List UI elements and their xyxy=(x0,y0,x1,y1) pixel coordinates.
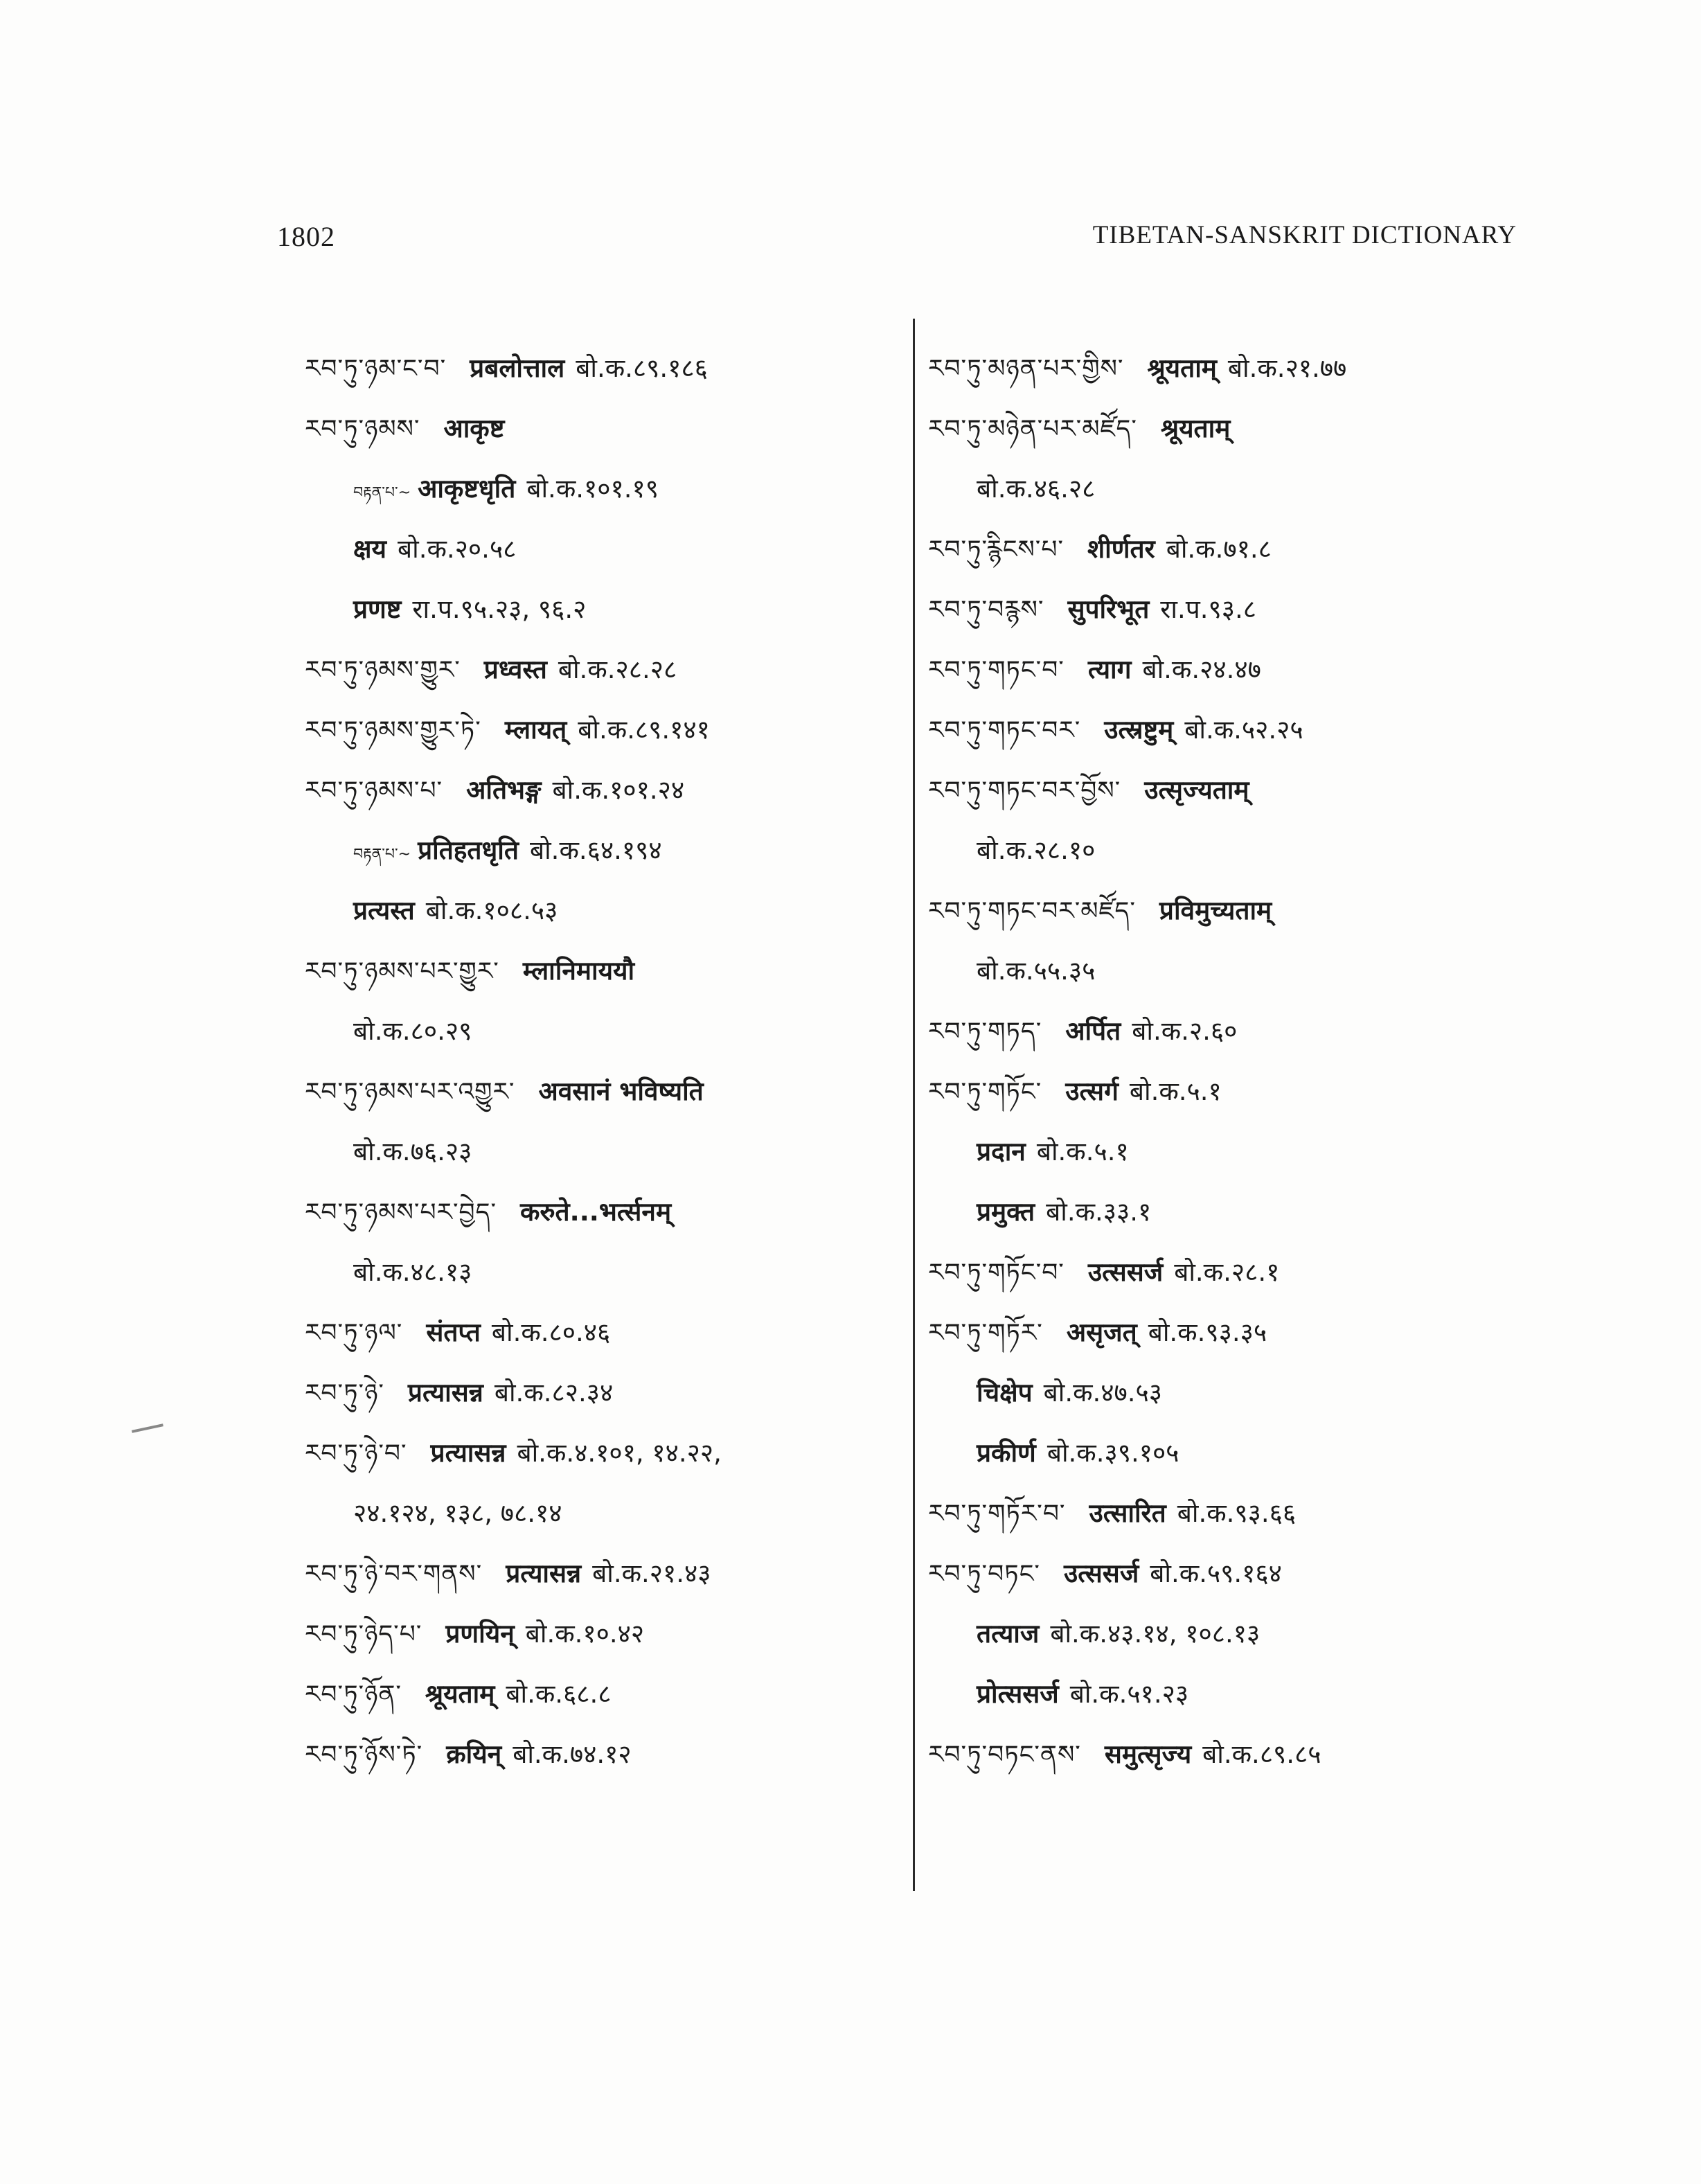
source-reference: बो.क.९३.३५ xyxy=(1148,1317,1267,1347)
dictionary-entry-line xyxy=(305,820,893,880)
tibetan-headword: རབ་ཏུ་ཉམས་པར་འགྱུར་ xyxy=(305,1078,515,1106)
sanskrit-equivalent: प्रत्यासन्न xyxy=(407,1378,483,1408)
tibetan-headword: རབ་ཏུ་གཏོང་ xyxy=(928,1078,1042,1106)
sanskrit-equivalent: उत्सारित xyxy=(1089,1498,1166,1528)
dictionary-entry-line xyxy=(928,1121,1524,1182)
tibetan-headword: རབ་ཏུ་ཉོན་ xyxy=(305,1680,402,1709)
source-reference: बो.क.१०८.५३ xyxy=(425,896,558,925)
tibetan-headword: རབ་ཏུ་ཉམས་པར་བྱེད་ xyxy=(305,1198,497,1227)
column-divider xyxy=(913,319,915,1891)
source-reference: बो.क.४.१०१, १४.२२, xyxy=(517,1438,722,1468)
source-reference: बो.क.७१.८ xyxy=(1166,534,1272,564)
source-reference: बो.क.८९.१८६ xyxy=(576,353,708,383)
sanskrit-equivalent: प्रणयिन् xyxy=(445,1619,515,1649)
dictionary-entry-line xyxy=(305,1543,893,1604)
dictionary-entry-line xyxy=(928,459,1524,519)
dictionary-entry-line xyxy=(305,941,893,1001)
sanskrit-equivalent: प्रदान xyxy=(977,1137,1026,1166)
source-reference: बो.क.८०.२९ xyxy=(353,1016,472,1046)
scan-speck xyxy=(132,1423,163,1432)
sanskrit-equivalent: शीर्णतर xyxy=(1087,534,1155,564)
sanskrit-equivalent: प्रोत्ससर्ज xyxy=(977,1679,1059,1709)
tibetan-headword: རབ་ཏུ་གཏང་བར་བྱོས་ xyxy=(928,776,1121,805)
sanskrit-equivalent: चिक्षेप xyxy=(977,1378,1033,1408)
sanskrit-equivalent: अवसानं भविष्यति xyxy=(538,1076,704,1106)
tibetan-headword: རབ་ཏུ་གཏོར་བ་ xyxy=(928,1500,1066,1528)
dictionary-entry-line xyxy=(305,1001,893,1061)
source-reference: बो.क.५१.२३ xyxy=(1069,1679,1189,1709)
source-reference: बो.क.८९.८५ xyxy=(1202,1739,1321,1769)
dictionary-entry-line xyxy=(305,338,893,398)
sanskrit-equivalent: करुते...भर्त्सनम् xyxy=(520,1197,672,1227)
sanskrit-equivalent: उत्स्रष्टुम् xyxy=(1104,715,1174,745)
sanskrit-equivalent: म्लायत् xyxy=(504,715,567,745)
dictionary-entry-line xyxy=(305,1724,893,1784)
dictionary-entry-line xyxy=(305,1182,893,1242)
sanskrit-equivalent: प्रत्यासन्न xyxy=(430,1438,506,1468)
right-column xyxy=(928,338,1524,1784)
dictionary-entry-line xyxy=(928,1543,1524,1604)
sanskrit-equivalent: आकृष्ट xyxy=(443,414,505,443)
source-reference: बो.क.६४.१९४ xyxy=(529,835,662,865)
dictionary-entry-line xyxy=(928,820,1524,880)
sanskrit-equivalent: प्रत्यस्त xyxy=(353,896,415,925)
source-reference: बो.क.३९.१०५ xyxy=(1047,1438,1179,1468)
source-reference: बो.क.५.१ xyxy=(1036,1137,1129,1166)
tibetan-headword: རབ་ཏུ་ཉེ་བ་ xyxy=(305,1439,407,1468)
source-reference: बो.क.८२.३४ xyxy=(494,1378,614,1408)
source-reference: बो.क.३३.१ xyxy=(1046,1197,1152,1227)
sanskrit-equivalent: क्रयिन् xyxy=(446,1739,502,1769)
dictionary-entry-line xyxy=(305,760,893,820)
tibetan-headword: རབ་ཏུ་ཉམས་པ་ xyxy=(305,776,443,805)
sanskrit-equivalent: प्रकीर्ण xyxy=(977,1438,1036,1468)
tibetan-headword: རབ་ཏུ་གཏོང་བ་ xyxy=(928,1259,1065,1287)
dictionary-entry-line xyxy=(928,579,1524,639)
sanskrit-equivalent: उत्सर्ग xyxy=(1065,1076,1119,1106)
dictionary-entry-line xyxy=(928,1001,1524,1061)
dictionary-entry-line xyxy=(305,459,893,519)
tibetan-subhead: བརྟན་པ་~ xyxy=(353,484,411,501)
dictionary-entry-line xyxy=(305,1362,893,1423)
tibetan-headword: རབ་ཏུ་གཏང་བ་ xyxy=(928,656,1065,684)
dictionary-entry-line xyxy=(928,1604,1524,1664)
dictionary-entry-line xyxy=(928,941,1524,1001)
sanskrit-equivalent: श्रूयताम् xyxy=(1160,414,1231,443)
source-reference: बो.क.५५.३५ xyxy=(977,956,1096,986)
running-head: TIBETAN-SANSKRIT DICTIONARY xyxy=(1092,221,1517,249)
dictionary-entry-line xyxy=(305,1423,893,1483)
source-reference: बो.क.४३.१४, १०८.१३ xyxy=(1050,1619,1261,1649)
dictionary-entry-line xyxy=(305,1302,893,1362)
source-reference: बो.क.६८.८ xyxy=(506,1679,612,1709)
dictionary-entry-line xyxy=(305,700,893,760)
dictionary-entry-line xyxy=(305,1664,893,1724)
tibetan-headword: རབ་ཏུ་བཏང་ནས་ xyxy=(928,1741,1081,1769)
source-reference: बो.क.१०.४२ xyxy=(525,1619,645,1649)
source-reference: बो.क.२४.४७ xyxy=(1142,655,1261,684)
tibetan-headword: རབ་ཏུ་ཉམས་གྱུར་ xyxy=(305,656,461,684)
sanskrit-equivalent: प्रत्यासन्न xyxy=(506,1559,582,1588)
source-reference: बो.क.२.६० xyxy=(1132,1016,1238,1046)
dictionary-entry-line xyxy=(928,1423,1524,1483)
source-reference: बो.क.४८.१३ xyxy=(353,1257,472,1287)
dictionary-entry-line xyxy=(928,519,1524,579)
tibetan-headword: རབ་ཏུ་ཉེད་པ་ xyxy=(305,1620,422,1649)
dictionary-entry-line xyxy=(928,398,1524,459)
source-reference: बो.क.४६.२८ xyxy=(977,474,1096,504)
sanskrit-equivalent: अर्पित xyxy=(1065,1016,1121,1046)
source-reference: बो.क.२८.१ xyxy=(1174,1257,1280,1287)
sanskrit-equivalent: प्रबलोत्ताल xyxy=(470,353,565,383)
page-number: 1802 xyxy=(277,221,335,252)
dictionary-entry-line xyxy=(305,639,893,700)
dictionary-entry-line xyxy=(928,1664,1524,1724)
dictionary-entry-line xyxy=(928,639,1524,700)
source-reference: बो.क.१०१.१९ xyxy=(526,474,659,504)
sanskrit-equivalent: असृजत् xyxy=(1066,1317,1137,1347)
sanskrit-equivalent: आकृष्टधृति xyxy=(418,474,516,504)
dictionary-entry-line xyxy=(928,1302,1524,1362)
tibetan-headword: རབ་ཏུ་བཏང་ xyxy=(928,1560,1040,1588)
sanskrit-equivalent: श्रूयताम् xyxy=(425,1679,495,1709)
source-reference: रा.प.९३.८ xyxy=(1160,594,1257,624)
dictionary-entry-line xyxy=(928,1242,1524,1302)
sanskrit-equivalent: तत्याज xyxy=(977,1619,1040,1649)
dictionary-entry-line xyxy=(928,1182,1524,1242)
tibetan-headword: རབ་ཏུ་ཉམས་པར་གྱུར་ xyxy=(305,957,499,986)
dictionary-entry-line xyxy=(305,1242,893,1302)
dictionary-entry-line xyxy=(928,1724,1524,1784)
tibetan-headword: རབ་ཏུ་ཉེ་བར་གནས་ xyxy=(305,1560,483,1588)
dictionary-entry-line xyxy=(305,1061,893,1121)
dictionary-entry-line xyxy=(305,398,893,459)
source-reference: बो.क.५२.२५ xyxy=(1184,715,1303,745)
dictionary-entry-line xyxy=(305,579,893,639)
source-reference: बो.क.५९.१६४ xyxy=(1150,1559,1282,1588)
dictionary-entry-line xyxy=(928,338,1524,398)
tibetan-headword: རབ་ཏུ་གཏོར་ xyxy=(928,1319,1043,1347)
tibetan-headword: རབ་ཏུ་རྙིངས་པ་ xyxy=(928,535,1064,564)
source-reference: बो.क.४७.५३ xyxy=(1043,1378,1162,1408)
sanskrit-equivalent: प्रध्वस्त xyxy=(483,655,547,684)
source-reference: बो.क.२१.७७ xyxy=(1227,353,1347,383)
sanskrit-equivalent: अतिभङ्ग xyxy=(466,775,542,805)
source-reference: बो.क.८०.४६ xyxy=(491,1317,611,1347)
page-header xyxy=(277,220,1517,262)
dictionary-entry-line xyxy=(305,1483,893,1543)
source-reference: रा.प.९५.२३, ९६.२ xyxy=(412,594,587,624)
source-reference: बो.क.८९.१४१ xyxy=(578,715,710,745)
source-reference: २४.१२४, १३८, ७८.१४ xyxy=(353,1498,562,1528)
tibetan-headword: རབ་ཏུ་ཉེ་ xyxy=(305,1379,384,1408)
sanskrit-equivalent: उत्सृज्यताम् xyxy=(1144,775,1249,805)
sanskrit-equivalent: त्याग xyxy=(1087,655,1132,684)
source-reference: बो.क.२०.५८ xyxy=(398,534,517,564)
tibetan-headword: རབ་ཏུ་གཏང་བར་ xyxy=(928,716,1081,745)
dictionary-entry-line xyxy=(305,880,893,941)
sanskrit-equivalent: प्रविमुच्यताम् xyxy=(1159,896,1272,925)
dictionary-entry-line xyxy=(928,1483,1524,1543)
source-reference: बो.क.९३.६६ xyxy=(1177,1498,1297,1528)
tibetan-headword: རབ་ཏུ་ཉམས་གྱུར་ཏེ་ xyxy=(305,716,481,745)
sanskrit-equivalent: समुत्सृज्य xyxy=(1104,1739,1192,1769)
tibetan-subhead: བརྟན་པ་~ xyxy=(353,846,411,863)
source-reference: बो.क.७४.१२ xyxy=(513,1739,632,1769)
left-column xyxy=(305,338,893,1784)
tibetan-headword: རབ་ཏུ་ཉམ་ང་བ་ xyxy=(305,355,447,383)
source-reference: बो.क.५.१ xyxy=(1129,1076,1222,1106)
tibetan-headword: རབ་ཏུ་གཏང་བར་མཛོད་ xyxy=(928,897,1136,925)
source-reference: बो.क.२१.४३ xyxy=(592,1559,711,1588)
source-reference: बो.क.२८.२८ xyxy=(558,655,677,684)
sanskrit-equivalent: सुपरिभूत xyxy=(1067,594,1150,624)
source-reference: बो.क.७६.२३ xyxy=(353,1137,472,1166)
dictionary-entry-line xyxy=(928,1362,1524,1423)
dictionary-entry-line xyxy=(305,519,893,579)
dictionary-entry-line xyxy=(928,880,1524,941)
sanskrit-equivalent: क्षय xyxy=(353,534,386,564)
dictionary-entry-line xyxy=(928,760,1524,820)
dictionary-entry-line xyxy=(305,1121,893,1182)
sanskrit-equivalent: उत्ससर्ज xyxy=(1063,1559,1139,1588)
dictionary-entry-line xyxy=(305,1604,893,1664)
tibetan-headword: རབ་ཏུ་གཏད་ xyxy=(928,1018,1042,1046)
sanskrit-equivalent: श्रूयताम् xyxy=(1147,353,1217,383)
sanskrit-equivalent: प्रणष्ट xyxy=(353,594,402,624)
tibetan-headword: རབ་ཏུ་བརྙས་ xyxy=(928,596,1044,624)
tibetan-headword: རབ་ཏུ་ཉལ་ xyxy=(305,1319,403,1347)
tibetan-headword: རབ་ཏུ་མཉེན་པར་མཛོད་ xyxy=(928,415,1137,443)
tibetan-headword: རབ་ཏུ་ཉོས་ཏེ་ xyxy=(305,1741,423,1769)
dictionary-entry-line xyxy=(928,1061,1524,1121)
tibetan-headword: རབ་ཏུ་ཉམས་ xyxy=(305,415,420,443)
source-reference: बो.क.१०१.२४ xyxy=(552,775,685,805)
source-reference: बो.क.२८.१० xyxy=(977,835,1096,865)
dictionary-entry-line xyxy=(928,700,1524,760)
sanskrit-equivalent: प्रमुक्त xyxy=(977,1197,1035,1227)
sanskrit-equivalent: उत्ससर्ज xyxy=(1087,1257,1164,1287)
sanskrit-equivalent: प्रतिहतधृति xyxy=(418,835,519,865)
sanskrit-equivalent: संतप्त xyxy=(426,1317,481,1347)
tibetan-headword: རབ་ཏུ་མཉན་པར་གྱིས་ xyxy=(928,355,1124,383)
sanskrit-equivalent: म्लानिमाययौ xyxy=(522,956,635,986)
